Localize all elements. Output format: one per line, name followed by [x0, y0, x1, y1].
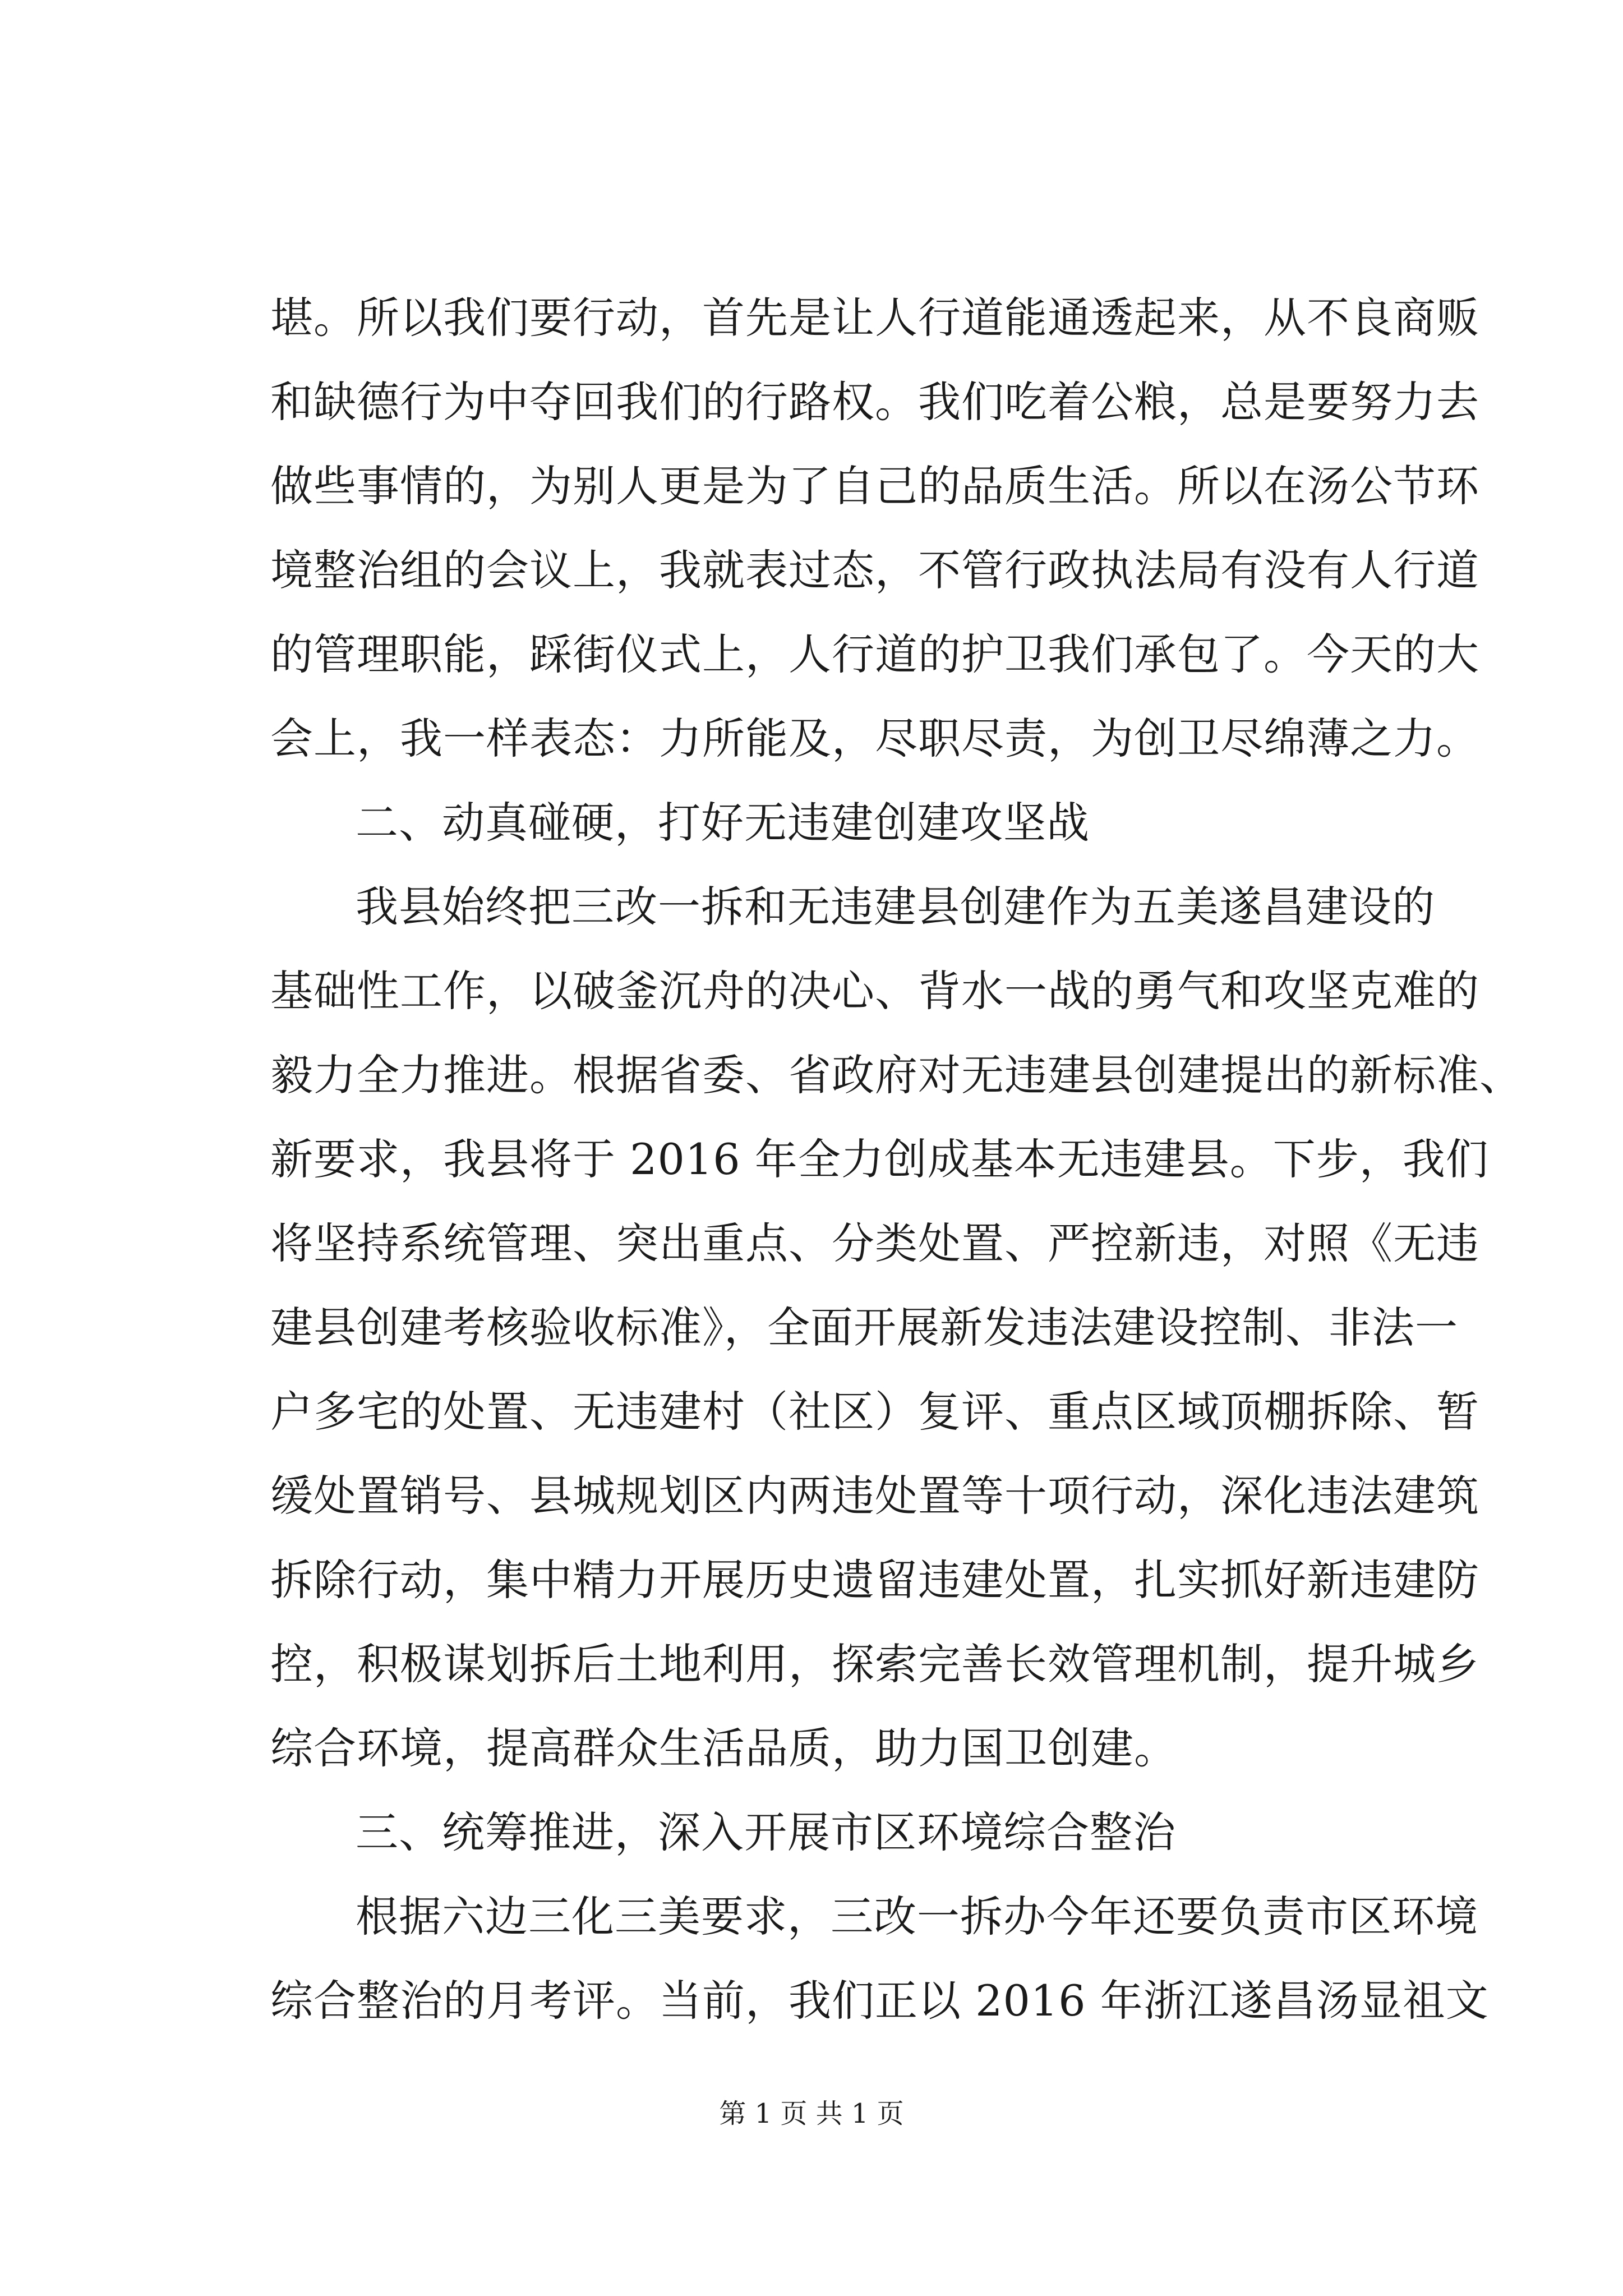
text-line: 将坚持系统管理、突出重点、分类处置、严控新违，对照《无违: [270, 1218, 1479, 1268]
text-line: 的管理职能，踩街仪式上，人行道的护卫我们承包了。今天的大: [270, 629, 1479, 679]
text-line: 毅力全力推进。根据省委、省政府对无违建县创建提出的新标准、: [270, 1050, 1523, 1100]
text-line: 新要求，我县将于 2016 年全力创成基本无违建县。下步，我们: [270, 1134, 1489, 1184]
page-footer: 第 1 页 共 1 页: [719, 2098, 904, 2129]
text-line: 堪。所以我们要行动，首先是让人行道能通透起来，从不良商贩: [270, 293, 1479, 343]
paragraph-first-line: 根据六边三化三美要求，三改一拆办今年还要负责市区环境: [356, 1892, 1478, 1941]
text-line: 控，积极谋划拆后土地利用，探索完善长效管理机制，提升城乡: [270, 1639, 1479, 1689]
text-line: 建县创建考核验收标准》，全面开展新发违法建设控制、非法一: [270, 1303, 1458, 1352]
text-line: 会上，我一样表态：力所能及，尽职尽责，为创卫尽绵薄之力。: [270, 714, 1479, 763]
text-line: 和缺德行为中夺回我们的行路权。我们吃着公粮，总是要努力去: [270, 377, 1479, 427]
text-line: 做些事情的，为别人更是为了自己的品质生活。所以在汤公节环: [270, 461, 1479, 511]
text-line: 基础性工作，以破釜沉舟的决心、背水一战的勇气和攻坚克难的: [270, 966, 1479, 1016]
paragraph-first-line: 二、动真碰硬，打好无违建创建攻坚战: [356, 798, 1090, 848]
paragraph-first-line: 三、统筹推进，深入开展市区环境综合整治: [356, 1807, 1176, 1857]
document-body: [270, 276, 1523, 2043]
paragraph-first-line: 我县始终把三改一拆和无违建县创建作为五美遂昌建设的: [356, 882, 1435, 932]
text-line: 综合环境，提高群众生活品质，助力国卫创建。: [270, 1723, 1177, 1773]
text-line: 拆除行动，集中精力开展历史遗留违建处置，扎实抓好新违建防: [270, 1555, 1479, 1605]
text-line: 综合整治的月考评。当前，我们正以 2016 年浙江遂昌汤显祖文: [270, 1976, 1489, 2026]
text-line: 境整治组的会议上，我就表过态，不管行政执法局有没有人行道: [270, 545, 1479, 595]
text-line: 户多宅的处置、无违建村（社区）复评、重点区域顶棚拆除、暂: [270, 1387, 1479, 1437]
text-line: 缓处置销号、县城规划区内两违处置等十项行动，深化违法建筑: [270, 1471, 1479, 1521]
